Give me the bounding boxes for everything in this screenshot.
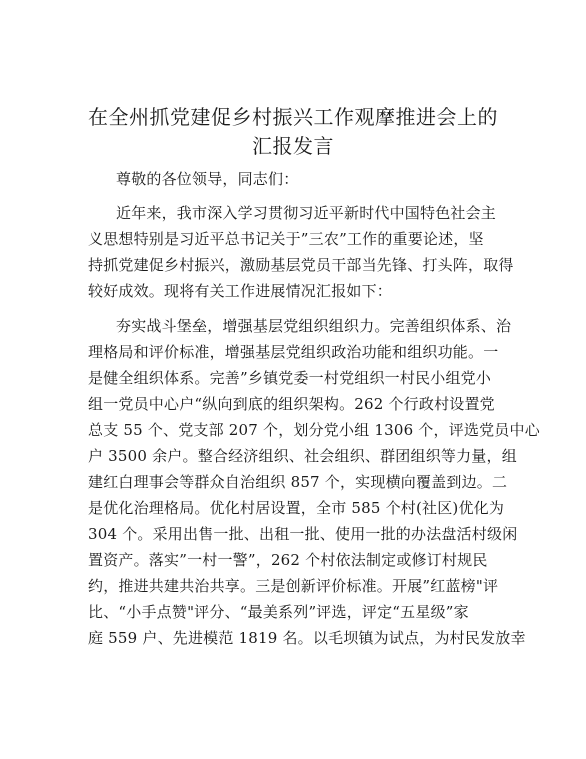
paragraph-2-line: 建红白理事会等群众自治组织 857 个，实现横向覆盖到边。二 <box>88 473 508 491</box>
paragraph-2-line: 是优化治理格局。优化村居设置，全市 585 个村(社区)优化为 <box>88 499 505 517</box>
paragraph-1-line: 近年来，我市深入学习贯彻习近平新时代中国特色社会主 <box>116 204 497 222</box>
paragraph-2-line: 约，推进共建共治共享。三是创新评价标准。开展”红蓝榜"评 <box>88 577 499 595</box>
paragraph-2-line: 夯实战斗堡垒，增强基层党组织组织力。完善组织体系、治 <box>116 317 512 335</box>
paragraph-1-line: 义思想特别是习近平总书记关于”三农”工作的重要论述，坚 <box>88 230 484 248</box>
paragraph-1-line: 持抓党建促乡村振兴，激励基层党员干部当先锋、打头阵，取得 <box>88 256 514 274</box>
paragraph-2-line: 304 个。采用出售一批、出租一批、使用一批的办法盘活村级闲 <box>88 525 518 543</box>
salutation: 尊敬的各位领导，同志们： <box>116 170 299 188</box>
document-title-line-1: 在全州抓党建促乡村振兴工作观摩推进会上的 <box>88 105 498 129</box>
paragraph-1-line: 较好成效。现将有关工作进展情况汇报如下： <box>88 282 393 300</box>
paragraph-2-line: 是健全组织体系。完善”乡镇党委一村党组织一村民小组党小 <box>88 369 492 387</box>
paragraph-2-line: 总支 55 个、党支部 207 个，划分党小组 1306 个，评选党员中心 <box>88 421 540 439</box>
paragraph-2-line: 理格局和评价标准，增强基层党组织政治功能和组织功能。一 <box>88 343 499 361</box>
paragraph-2-line: 庭 559 户、先进模范 1819 名。以毛坝镇为试点，为村民发放幸 <box>88 629 526 647</box>
paragraph-2-line: 户 3500 余户。整合经济组织、社会组织、群团组织等力量，组 <box>88 447 517 465</box>
document-title-line-2: 汇报发言 <box>252 134 334 158</box>
paragraph-2-line: 比、“小手点赞"评分、“最美系列”评选，评定“五星级”家 <box>88 603 469 621</box>
paragraph-2-line: 组一党员中心户“纵向到底的组织架构。262 个行政村设置党 <box>88 395 495 413</box>
paragraph-2-line: 置资产。落实”一村一警”，262 个村依法制定或修订村规民 <box>88 551 488 569</box>
